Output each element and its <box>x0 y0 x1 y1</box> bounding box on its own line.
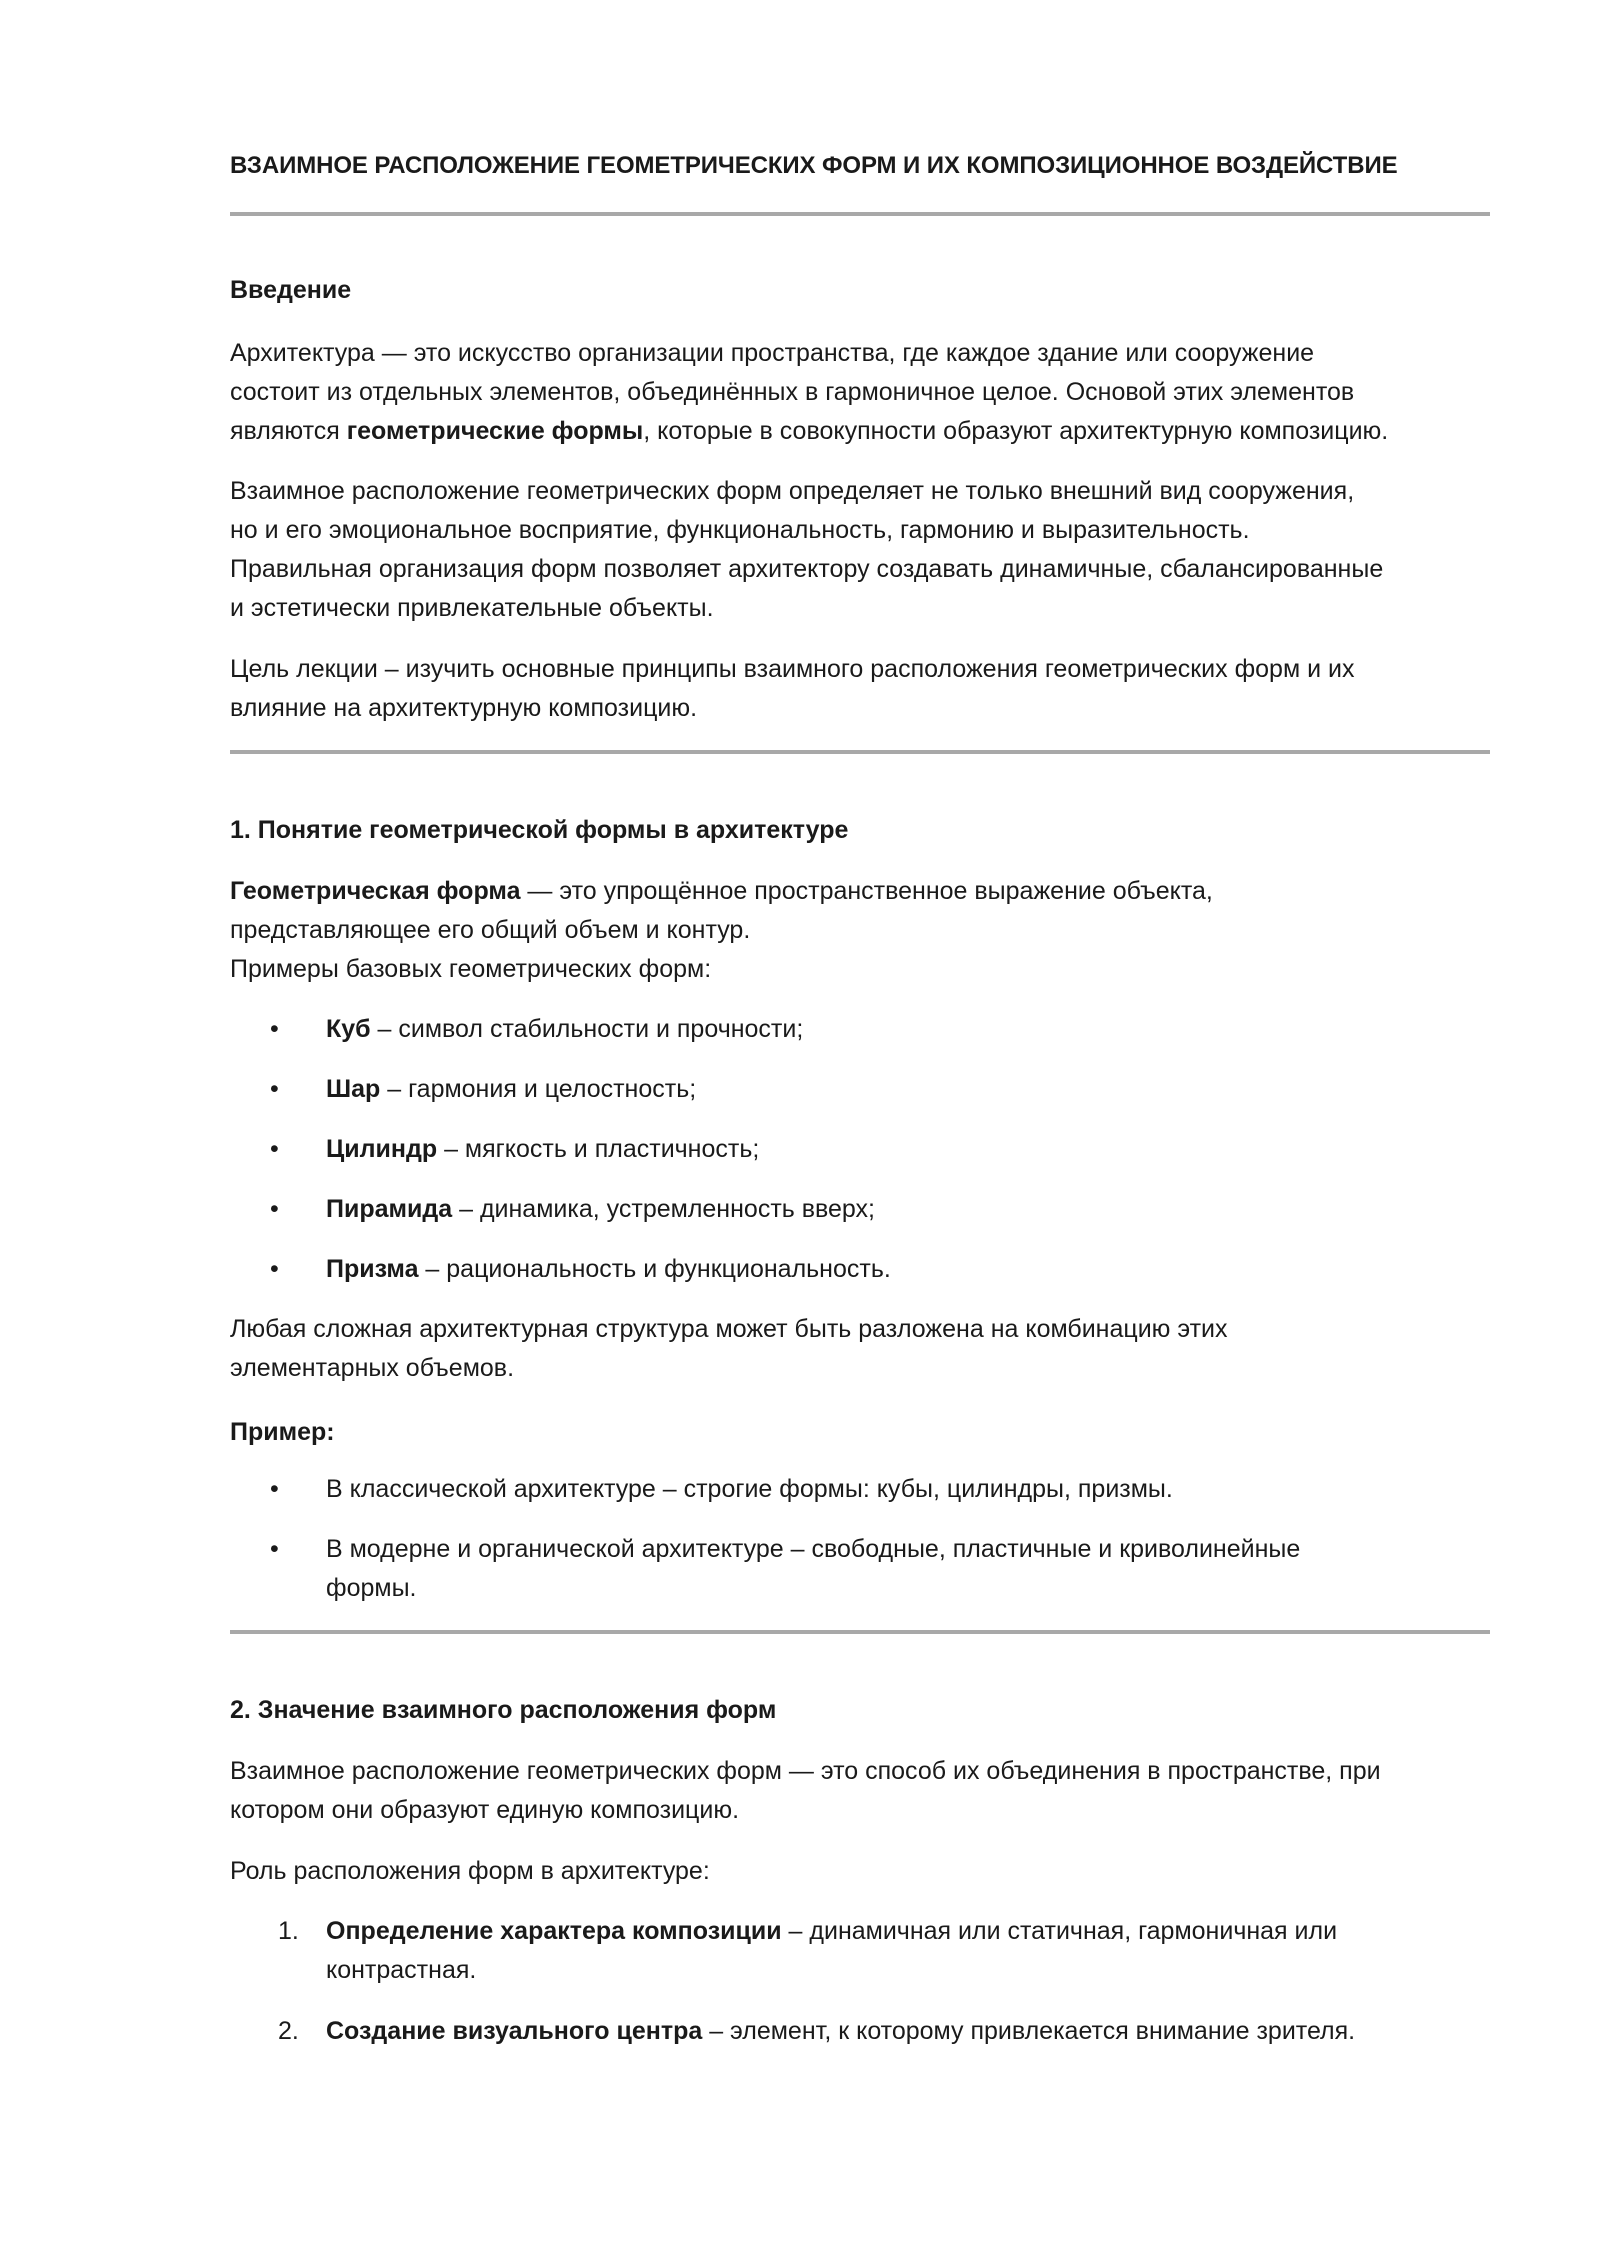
text-line: представляющее его общий объем и контур. <box>230 916 751 944</box>
intro-paragraph-3 <box>230 650 1492 728</box>
example-label: Пример: <box>230 1418 335 1446</box>
text-line: В модерне и органической архитектуре – свободные, пластичные и криволинейные <box>326 1535 1301 1563</box>
section-2-heading: 2. Значение взаимного расположения форм <box>230 1696 777 1724</box>
text-line: Взаимное расположение геометрических форм — это способ их объединения в пространстве, при <box>230 1757 1381 1785</box>
text-span: – гармония и целостность; <box>380 1075 697 1103</box>
text-span: – символ стабильности и прочности; <box>370 1015 804 1043</box>
horizontal-rule <box>230 750 1490 754</box>
text-line: контрастная. <box>326 1956 477 1984</box>
document-title: ВЗАИМНОЕ РАСПОЛОЖЕНИЕ ГЕОМЕТРИЧЕСКИХ ФОРМ И ИХ КОМПОЗИЦИОННОЕ ВОЗДЕЙСТВИЕ <box>230 152 1398 179</box>
list-item-text <box>326 1130 1486 1169</box>
list-item-text <box>326 1530 1486 1608</box>
text-span: – мягкость и пластичность; <box>437 1135 760 1163</box>
bold-term: Куб <box>326 1015 371 1043</box>
bullet-marker: • <box>270 1535 279 1563</box>
bold-term: Геометрическая форма <box>230 877 521 905</box>
text-span: – динамика, устремленность вверх; <box>452 1195 875 1223</box>
roles-intro <box>230 1852 1492 1891</box>
list-item-text <box>326 1912 1486 1990</box>
text-line <box>230 412 1492 451</box>
text-line: Примеры базовых геометрических форм: <box>230 955 712 983</box>
bullet-marker: • <box>270 1195 279 1223</box>
bullet-marker: • <box>270 1255 279 1283</box>
section-1-heading: 1. Понятие геометрической формы в архитектуре <box>230 816 849 844</box>
list-number: 2. <box>278 2017 299 2045</box>
list-item-text <box>326 1010 1486 1049</box>
bullet-marker: • <box>270 1135 279 1163</box>
intro-paragraph-1 <box>230 334 1492 451</box>
text-line <box>326 1912 1486 1951</box>
text-line: элементарных объемов. <box>230 1354 515 1382</box>
text-line: котором они образуют единую композицию. <box>230 1796 740 1824</box>
bold-term: Определение характера композиции <box>326 1917 782 1945</box>
bullet-marker: • <box>270 1475 279 1503</box>
bold-term: Шар <box>326 1075 381 1103</box>
summary-paragraph <box>230 1310 1492 1388</box>
list-item-text <box>326 1070 1486 1109</box>
text-span: – элемент, к которому привлекается внимание зрителя. <box>702 2017 1356 2045</box>
intro-heading: Введение <box>230 276 352 304</box>
horizontal-rule <box>230 212 1490 216</box>
text-span: являются <box>230 417 347 445</box>
list-item <box>230 1530 1492 1608</box>
list-number: 1. <box>278 1917 299 1945</box>
bullet-marker: • <box>270 1015 279 1043</box>
definition-paragraph <box>230 872 1492 989</box>
text-line: но и его эмоциональное восприятие, функциональность, гармонию и выразительность. <box>230 516 1250 544</box>
text-line <box>230 872 1492 911</box>
text-span: – рациональность и функциональность. <box>418 1255 891 1283</box>
intro-paragraph-2 <box>230 472 1492 628</box>
text-line: состоит из отдельных элементов, объединённых в гармоничное целое. Основой этих элементов <box>230 378 1355 406</box>
text-line: Цель лекции – изучить основные принципы взаимного расположения геометрических форм и их <box>230 655 1355 683</box>
bold-term: Призма <box>326 1255 419 1283</box>
bold-term: Создание визуального центра <box>326 2017 703 2045</box>
text-line: формы. <box>326 1574 417 1602</box>
bold-term: геометрические формы <box>346 417 644 445</box>
section-2-paragraph <box>230 1752 1492 1830</box>
list-item-text <box>326 1250 1486 1289</box>
list-item-text: В классической архитектуре – строгие формы: кубы, цилиндры, призмы. <box>326 1475 1173 1503</box>
text-line: и эстетически привлекательные объекты. <box>230 594 714 622</box>
bold-term: Пирамида <box>326 1195 453 1223</box>
text-span: , которые в совокупности образуют архитектурную композицию. <box>643 417 1389 445</box>
text-line: Любая сложная архитектурная структура может быть разложена на комбинацию этих <box>230 1315 1228 1343</box>
bold-term: Цилиндр <box>326 1135 438 1163</box>
numbered-list-item <box>230 1912 1492 1990</box>
bullet-marker: • <box>270 1075 279 1103</box>
text-line: влияние на архитектурную композицию. <box>230 694 698 722</box>
text-line: Правильная организация форм позволяет архитектору создавать динамичные, сбалансированные <box>230 555 1384 583</box>
list-item-text <box>326 2012 1486 2051</box>
text-line: Взаимное расположение геометрических форм определяет не только внешний вид сооружения, <box>230 477 1355 505</box>
text-span: — это упрощённое пространственное выражение объекта, <box>520 877 1213 905</box>
horizontal-rule <box>230 1630 1490 1634</box>
text-span: – динамичная или статичная, гармоничная или <box>781 1917 1338 1945</box>
text-line: Роль расположения форм в архитектуре: <box>230 1857 710 1885</box>
text-line: Архитектура — это искусство организации пространства, где каждое здание или сооружение <box>230 339 1315 367</box>
list-item-text <box>326 1190 1486 1229</box>
